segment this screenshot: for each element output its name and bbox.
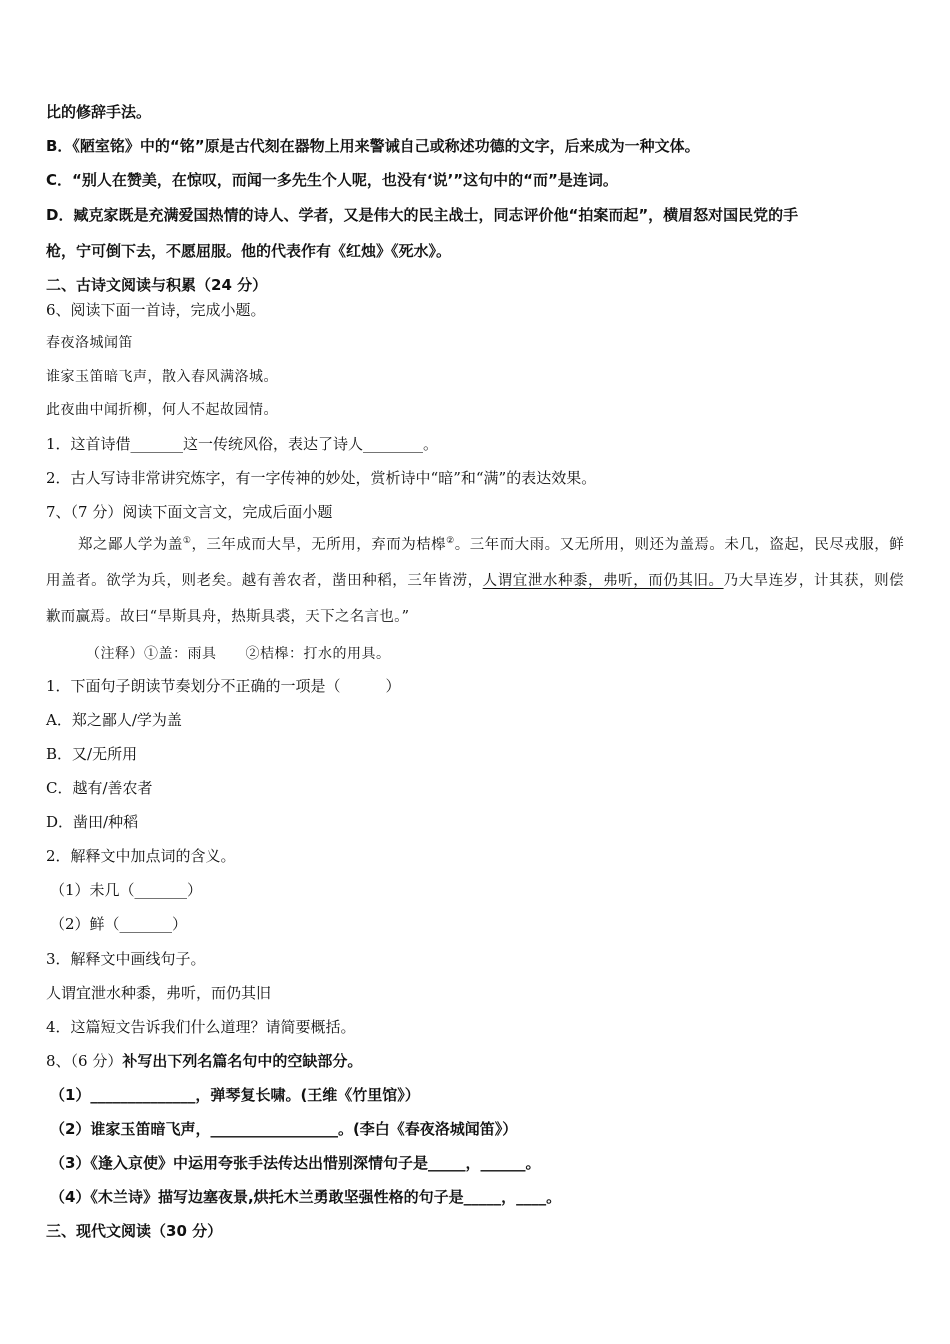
passage-part-3: 。三年而大雨。又无所用，则还为盖焉。未几，盗起，民尽戎服，鲜用盖者。欲学为兵，则老矣。越有善农者，凿田种稻，三年皆涝， [46, 537, 905, 589]
q8-item-4: （4）《木兰诗》描写边塞夜景,烘托木兰勇敢坚强性格的句子是_____，____。 [50, 1188, 562, 1206]
q8-intro [46, 1050, 362, 1072]
section-3-heading: 三、现代文阅读（30 分） [46, 1222, 223, 1240]
passage-part-1: 郑之鄙人学为盖 [78, 537, 183, 553]
q7-sub-1: 1．下面句子朗读节奏划分不正确的一项是（ ） [46, 677, 401, 695]
q8-item-3: （3）《逢入京使》中运用夸张手法传达出惜别深情句子是_____，______。 [50, 1154, 541, 1172]
classical-passage [46, 527, 904, 635]
q7-sub-2-item-2: （2）鲜（_______） [50, 915, 188, 933]
poem-line-1: 谁家玉笛暗飞声，散入春风满洛城。 [46, 369, 278, 385]
passage-part-4: 乃大旱连岁，计其获，则偿歉而赢焉。故曰“旱斯具舟，热斯具裘，天下之名言也。” [46, 573, 904, 625]
note-mark-2: ② [446, 536, 455, 547]
q7-sub-2-item-1: （1）未几（_______） [50, 881, 203, 899]
q5-option-d-line2: 枪，宁可倒下去，不愿屈服。他的代表作有《红烛》《死水》。 [46, 242, 452, 260]
q7-option-b: B．又/无所用 [46, 745, 138, 763]
q7-intro: 7、（7 分）阅读下面文言文，完成后面小题 [46, 503, 333, 521]
q8-instruction: 补写出下列名篇名句中的空缺部分。 [122, 1052, 363, 1070]
passage-part-2: ，三年成而大旱，无所用，弃而为桔槔 [191, 537, 447, 553]
q7-option-a: A．郑之鄙人/学为盖 [46, 711, 182, 729]
passage-notes: （注释）①盖：雨具 ②桔槔：打水的用具。 [86, 646, 391, 662]
underlined-sentence: 人谓宜泄水种黍，弗听，而仍其旧。 [482, 573, 724, 589]
q6-intro: 6、阅读下面一首诗，完成小题。 [46, 301, 266, 319]
note-mark-1: ① [182, 536, 192, 547]
q5-option-a-tail: 比的修辞手法。 [46, 103, 152, 121]
poem-line-2: 此夜曲中闻折柳，何人不起故园情。 [46, 402, 278, 418]
q7-sub-4: 4．这篇短文告诉我们什么道理？请简要概括。 [46, 1018, 356, 1036]
q7-sub-3-sentence: 人谓宜泄水种黍，弗听，而仍其旧 [46, 984, 272, 1002]
q8-item-1: （1）______________，弹琴复长啸。(王维《竹里馆》） [50, 1086, 420, 1104]
q8-item-2: （2）谁家玉笛暗飞声，_________________。(李白《春夜洛城闻笛》） [50, 1120, 518, 1138]
q6-sub-2: 2．古人写诗非常讲究炼字，有一字传神的妙处，赏析诗中“暗”和“满”的表达效果。 [46, 469, 597, 487]
q7-sub-3: 3．解释文中画线句子。 [46, 950, 206, 968]
q7-option-c: C．越有/善农者 [46, 779, 153, 797]
q7-option-d: D．凿田/种稻 [46, 813, 139, 831]
q8-score: 8、（6 分） [46, 1052, 123, 1070]
q7-sub-2: 2．解释文中加点词的含义。 [46, 847, 236, 865]
q5-option-d-line1: D．臧克家既是充满爱国热情的诗人、学者，又是伟大的民主战士，同志评价他“拍案而起”，横眉怒对国民党的手 [46, 206, 799, 224]
q6-sub-1: 1．这首诗借_______这一传统风俗，表达了诗人________。 [46, 435, 439, 453]
q5-option-b: B．《陋室铭》中的“铭”原是古代刻在器物上用来警诫自己或称述功德的文字，后来成为一种文体。 [46, 137, 700, 155]
poem-title: 春夜洛城闻笛 [46, 335, 133, 351]
section-2-heading: 二、古诗文阅读与积累（24 分） [46, 276, 268, 294]
q5-option-c: C．“别人在赞美，在惊叹，而闻一多先生个人呢，也没有‘说’”这句中的“而”是连词。 [46, 171, 618, 189]
